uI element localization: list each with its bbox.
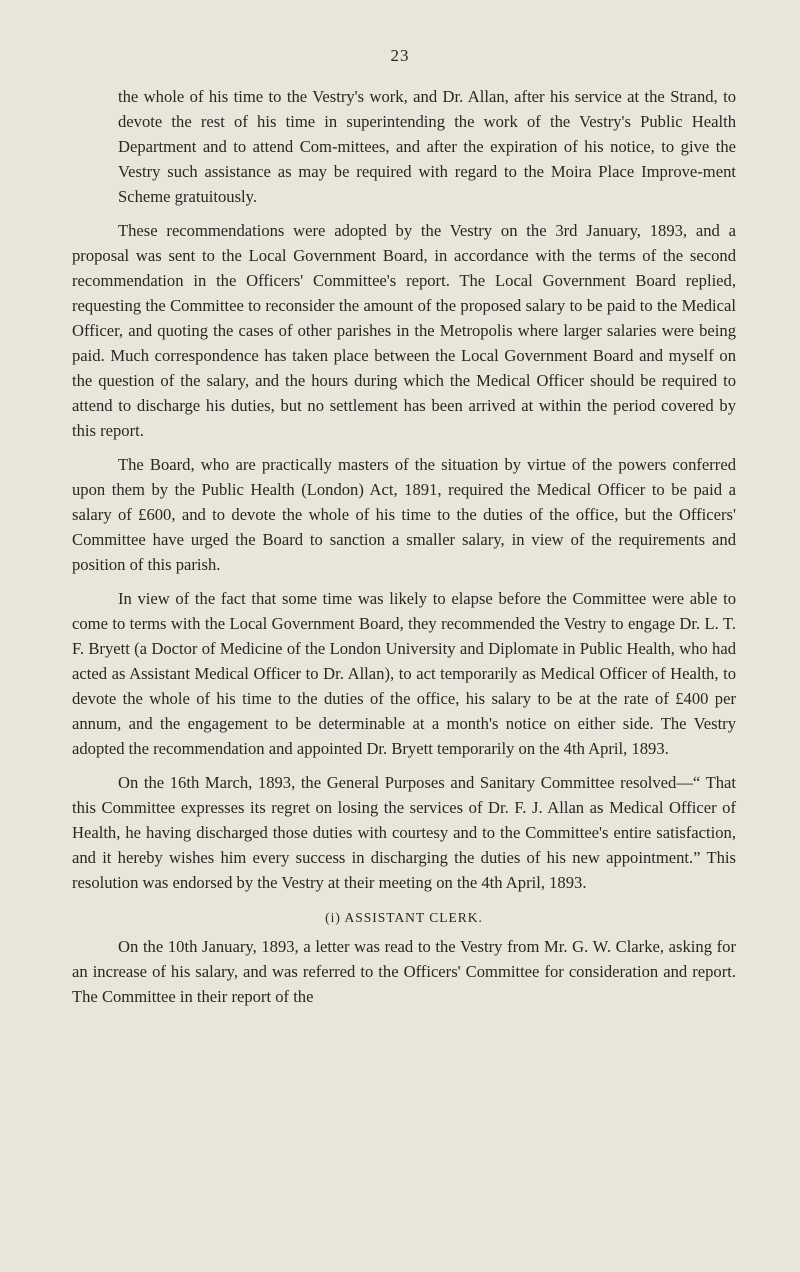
- page-number: 23: [390, 46, 410, 65]
- paragraph-bryett-appointment: In view of the fact that some time was likely to elapse before the Committee were able to come to terms with the Local Government Board, they recommended the Vestry to engage Dr. L. T. F. Bryett (a Doctor of Medicine of the London University and Diplomate in Public Health, who had acted as Assistant Medical Officer to Dr. Allan), to act temporarily as Medical Officer of Health, to devote the whole of his time to the duties of the office, his salary to be at the rate of £400 per annum, and the engagement to be determinable at a month's notice on either side. The Vestry adopted the recommendation and appointed Dr. Bryett temporarily on the 4th April, 1893.: [72, 589, 736, 758]
- page-body: [72, 84, 736, 1009]
- paragraph-continuation: the whole of his time to the Vestry's work, and Dr. Allan, after his service at the Strand, to devote the rest of his time in superintending the work of the Vestry's Public Health Department and to attend Com-mittees, and after the expiration of his notice, to give the Vestry such assistance as may be required with regard to the Moira Place Improve-ment Scheme gratuitously.: [118, 87, 736, 206]
- paragraph-recommendations-adopted: These recommendations were adopted by the Vestry on the 3rd January, 1893, and a proposal was sent to the Local Government Board, in accordance with the terms of the second recommendation in the Officers' Committee's report. The Local Government Board replied, requesting the Committee to reconsider the amount of the proposed salary to be paid to the Medical Officer, and quoting the cases of other parishes in the Metropolis where larger salaries were being paid. Much correspondence has taken place between the Local Government Board and myself on the question of the salary, and the hours during which the Medical Officer should be required to attend to discharge his duties, but no settlement has been arrived at within the period covered by this report.: [72, 221, 736, 440]
- paragraph-board-requirements: The Board, who are practically masters of the situation by virtue of the powers conferred upon them by the Public Health (London) Act, 1891, required the Medical Officer to be paid a salary of £600, and to devote the whole of his time to the duties of the office, but the Officers' Committee have urged the Board to sanction a smaller salary, in view of the requirements and position of this parish.: [72, 455, 736, 574]
- paragraph-committee-resolution: On the 16th March, 1893, the General Purposes and Sanitary Committee resolved—“ That this Committee expresses its regret on losing the services of Dr. F. J. Allan as Medical Officer of Health, he having discharged those duties with courtesy and to the Committee's entire satisfaction, and it hereby wishes him every success in discharging the duties of his new appointment.” This resolution was endorsed by the Vestry at their meeting on the 4th April, 1893.: [72, 773, 736, 892]
- paragraph-assistant-clerk: On the 10th January, 1893, a letter was read to the Vestry from Mr. G. W. Clarke, asking for an increase of his salary, and was referred to the Officers' Committee for consideration and report. The Committee in their report of the: [72, 937, 736, 1006]
- section-heading: (i) ASSISTANT CLERK.: [325, 910, 483, 925]
